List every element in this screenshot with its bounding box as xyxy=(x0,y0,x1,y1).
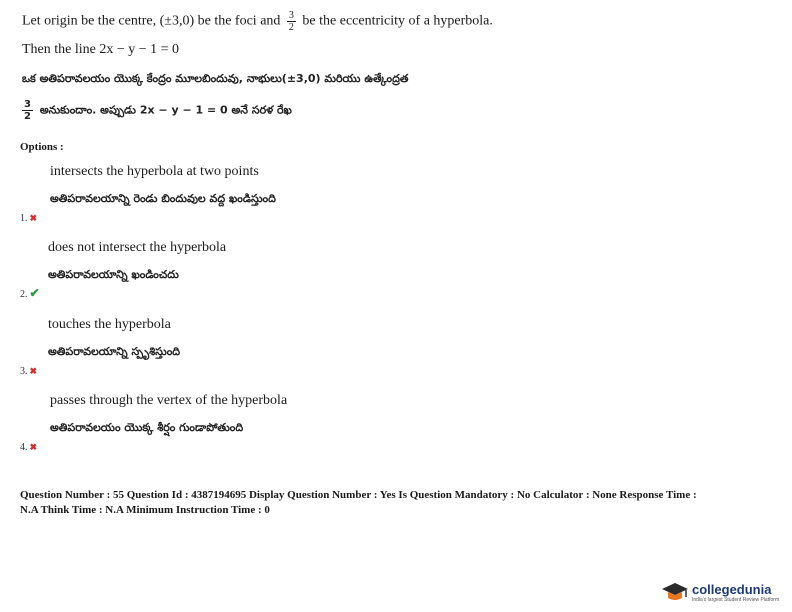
fraction-denominator: 2 xyxy=(288,22,294,33)
telugu-fraction-denominator: 2 xyxy=(24,111,31,122)
option-1-text: intersects the hyperbola at two points xyxy=(50,164,259,179)
option-1-marker xyxy=(20,208,37,226)
option-4-marker xyxy=(20,437,37,455)
telugu-line-2-text: అనుకుందాం. అప్పుడు 2x − y − 1 = 0 అనే సరళ రేఖ xyxy=(39,103,292,117)
option-4-text: passes through the vertex of the hyperbola xyxy=(50,393,288,408)
option-3-telugu: అతిపరావలయాన్ని స్పృశిస్తుంది xyxy=(48,345,181,358)
logo-tagline: India's largest Student Review Platform xyxy=(692,597,780,603)
telugu-fraction xyxy=(22,99,33,122)
telugu-fraction-numerator: 3 xyxy=(24,99,31,110)
question-text-part1: Let origin be the centre, (±3,0) be the foci and xyxy=(22,13,284,29)
eccentricity-fraction xyxy=(287,10,296,33)
question-line-1 xyxy=(22,10,493,33)
option-2-number: 2. xyxy=(20,289,28,300)
option-1-number: 1. xyxy=(20,213,28,224)
correct-check-icon: ✔ xyxy=(29,286,40,300)
logo-name: collegedunia xyxy=(692,582,772,597)
options-label: Options : xyxy=(20,141,64,153)
question-telugu-line-2 xyxy=(22,99,292,122)
wrong-mark-icon: ✖ xyxy=(29,442,38,452)
wrong-mark-icon: ✖ xyxy=(29,366,38,376)
question-meta-line-1: Question Number : 55 Question Id : 4387194695 Display Question Number : Yes Is Question Mandatory : No Calculator : None Response Time : xyxy=(20,489,697,501)
option-2-text: does not intersect the hyperbola xyxy=(48,240,227,255)
question-meta-line-2: N.A Think Time : N.A Minimum Instruction Time : 0 xyxy=(20,504,270,516)
option-4-telugu: అతిపరావలయం యొక్క శీర్షం గుండాపోతుంది xyxy=(50,421,244,434)
option-1-telugu: అతిపరావలయాన్ని రెండు బిందువుల వద్ద ఖండిస్తుంది xyxy=(50,192,276,205)
question-telugu-line-1: ఒక అతిపరావలయం యొక్క కేంద్రం మూలబిందువు, నాభులు(±3,0) మరియు ఉత్కేంద్రత xyxy=(22,72,409,85)
fraction-numerator: 3 xyxy=(288,10,294,21)
option-2-marker xyxy=(20,284,40,302)
option-3-marker xyxy=(20,361,37,379)
option-3-number: 3. xyxy=(20,366,28,377)
option-4-number: 4. xyxy=(20,442,28,453)
wrong-mark-icon: ✖ xyxy=(29,213,38,223)
graduation-cap-icon xyxy=(660,580,690,606)
option-2-telugu: అతిపరావలయాన్ని ఖండించదు xyxy=(48,268,179,281)
question-line-2: Then the line 2x − y − 1 = 0 xyxy=(22,42,180,57)
question-text-part2: be the eccentricity of a hyperbola. xyxy=(298,13,493,29)
option-3-text: touches the hyperbola xyxy=(48,317,171,332)
